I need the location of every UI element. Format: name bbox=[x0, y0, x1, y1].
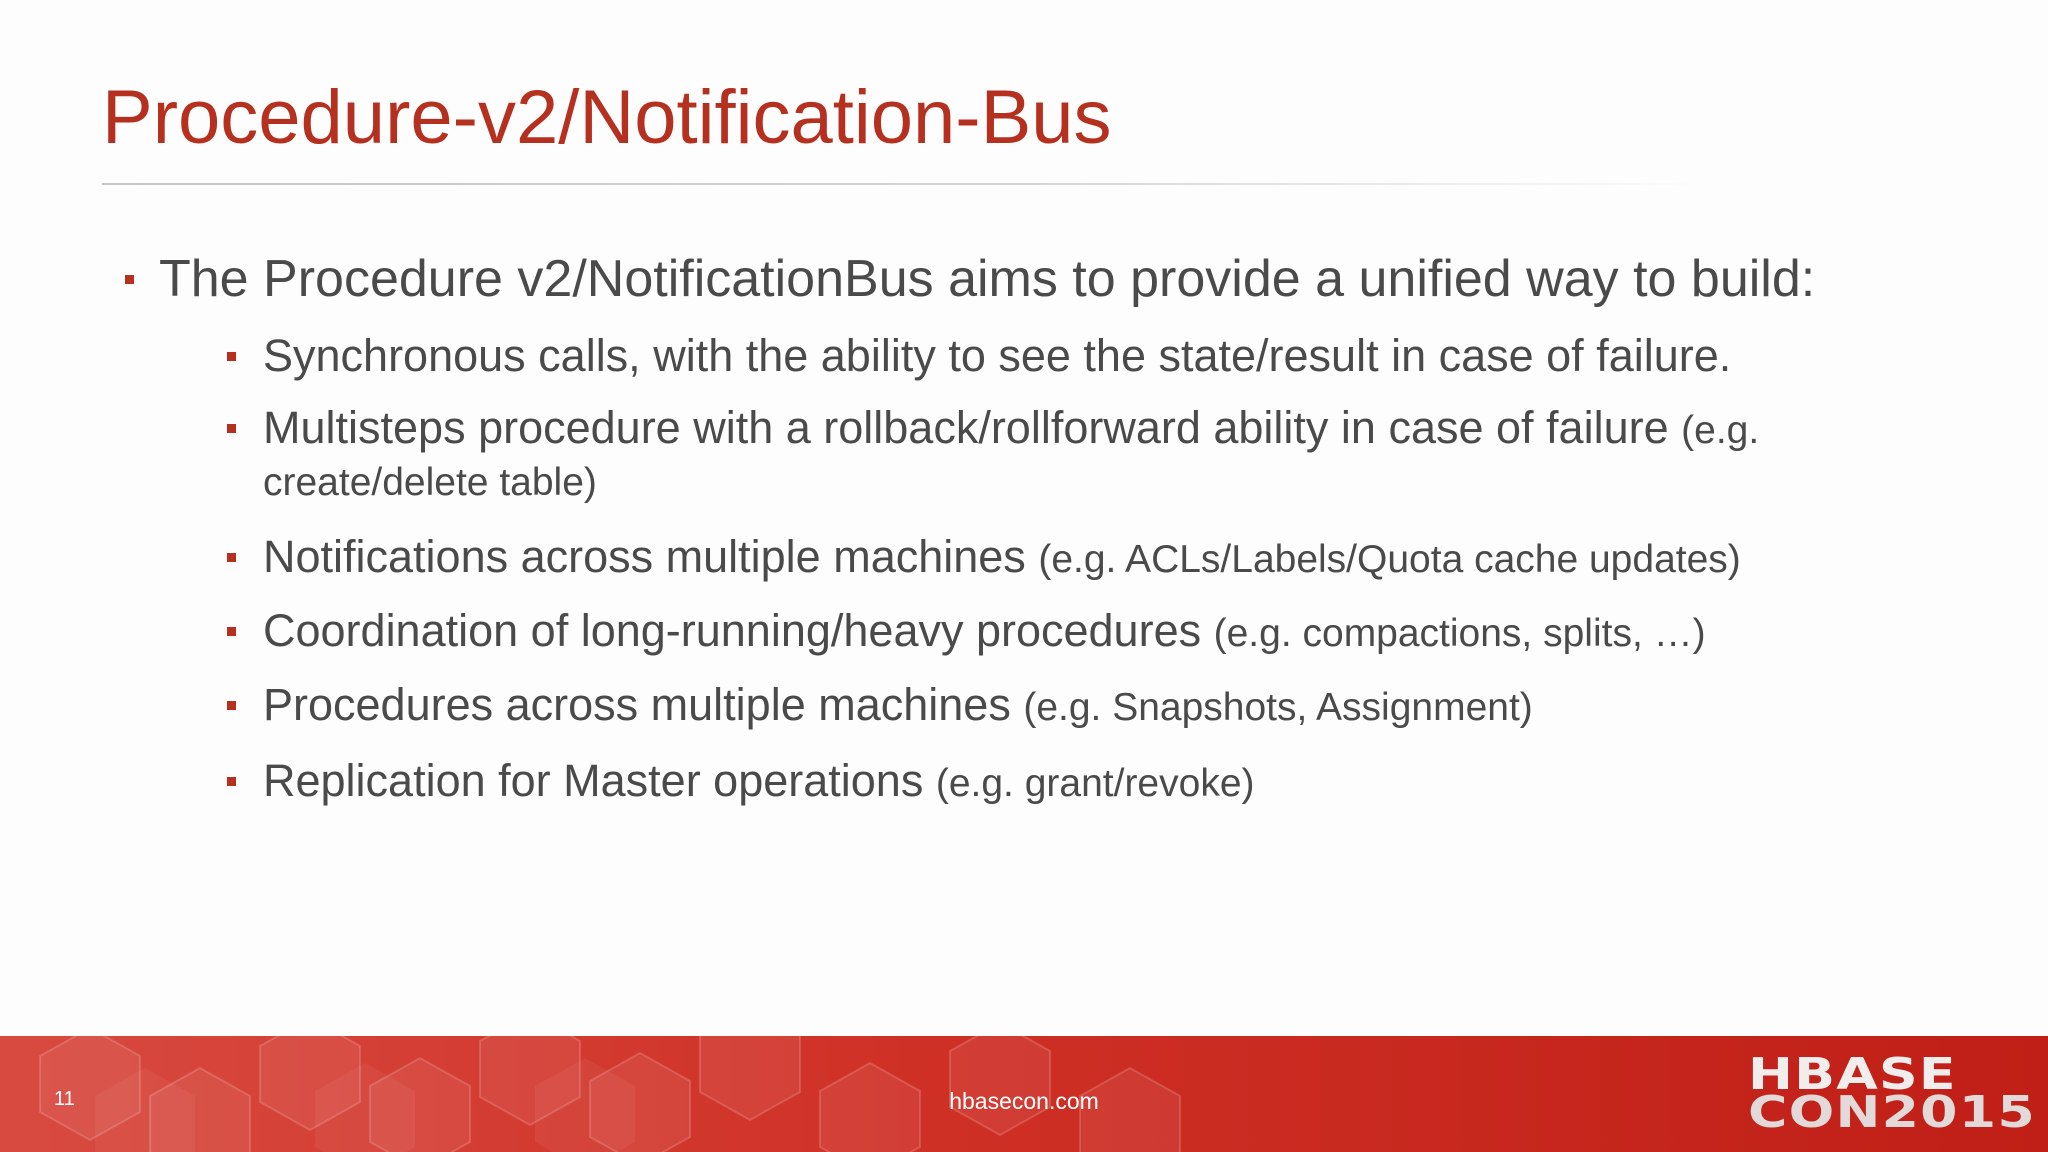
square-bullet-icon bbox=[227, 352, 236, 361]
square-bullet-icon bbox=[227, 701, 236, 710]
square-bullet-icon bbox=[125, 275, 134, 284]
sub-bullet-example: (e.g. bbox=[1681, 409, 1760, 452]
sub-bullet-text: Multisteps procedure with a rollback/rollforward ability in case of failure bbox=[263, 402, 1669, 453]
logo-line-1: HBASE bbox=[1748, 1049, 1957, 1100]
sub-bullet-synchronous-calls bbox=[263, 328, 1731, 384]
main-bullet-text: The Procedure v2/NotificationBus aims to provide a unified way to build: bbox=[159, 250, 1816, 308]
square-bullet-icon bbox=[227, 627, 236, 636]
sub-bullet-example: (e.g. Snapshots, Assignment) bbox=[1023, 686, 1533, 729]
sub-bullet-replication bbox=[263, 753, 1255, 812]
sub-bullet-example: (e.g. compactions, splits, …) bbox=[1213, 612, 1706, 655]
square-bullet-icon bbox=[227, 553, 236, 562]
logo-line-2: CON2015 bbox=[1748, 1087, 2036, 1138]
sub-bullet-text: Notifications across multiple machines bbox=[263, 531, 1026, 582]
slide-title: Procedure-v2/Notification-Bus bbox=[102, 75, 1112, 160]
title-divider bbox=[102, 183, 1712, 185]
sub-bullet-text: Coordination of long-running/heavy procedures bbox=[263, 605, 1202, 656]
sub-bullet-example-continued: create/delete table) bbox=[263, 461, 597, 504]
sub-bullet-coordination bbox=[263, 603, 1706, 662]
sub-bullet-example: (e.g. ACLs/Labels/Quota cache updates) bbox=[1038, 538, 1741, 581]
sub-bullet-example: (e.g. grant/revoke) bbox=[935, 762, 1255, 805]
footer-url: hbasecon.com bbox=[949, 1088, 1099, 1114]
sub-bullet-notifications bbox=[263, 529, 1741, 588]
page-number: 11 bbox=[54, 1088, 75, 1110]
square-bullet-icon bbox=[227, 777, 236, 786]
footer-band bbox=[0, 1036, 2048, 1152]
main-bullet bbox=[159, 248, 1815, 310]
sub-bullet-text: Replication for Master operations bbox=[263, 755, 924, 806]
hbasecon-logo bbox=[1748, 1049, 2036, 1138]
sub-bullet-procedures-across-machines bbox=[263, 677, 1533, 736]
sub-bullet-text: Synchronous calls, with the ability to see the state/result in case of failure. bbox=[263, 330, 1732, 381]
sub-bullet-text: Procedures across multiple machines bbox=[263, 679, 1011, 730]
square-bullet-icon bbox=[227, 424, 236, 433]
sub-bullet-multisteps-procedure bbox=[263, 400, 1759, 507]
